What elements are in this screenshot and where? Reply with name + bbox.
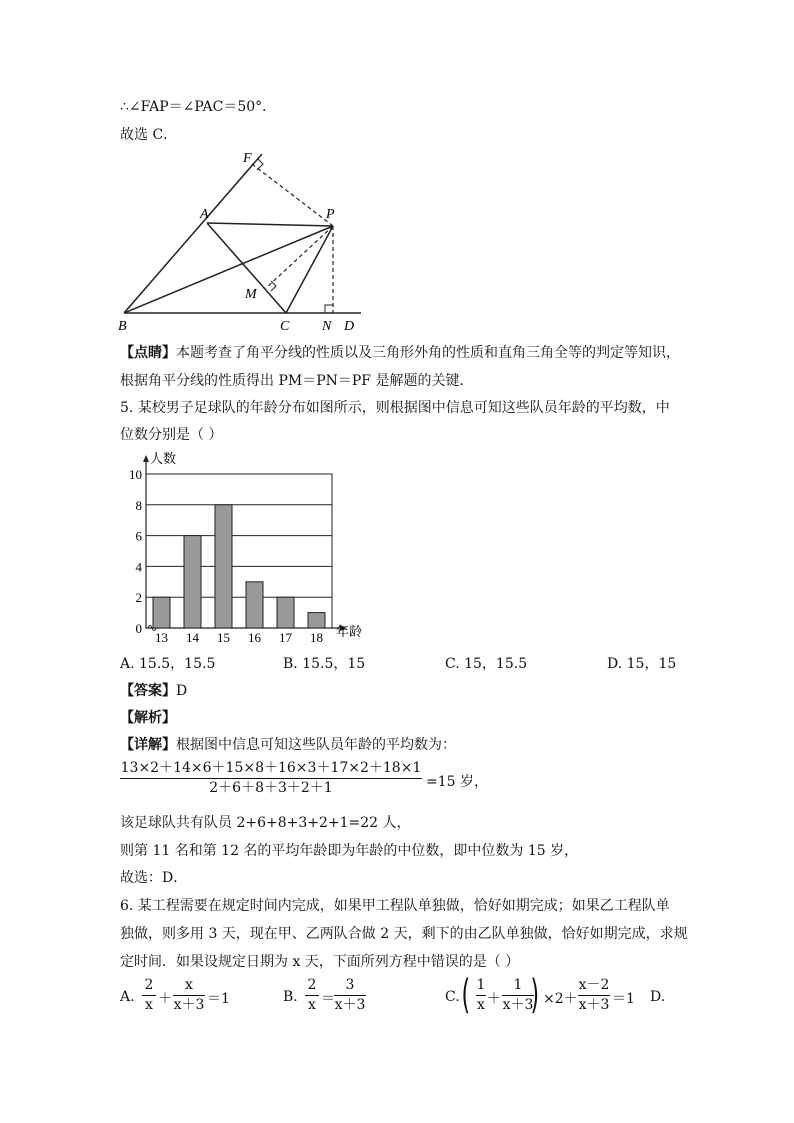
label-c: C bbox=[280, 319, 290, 334]
q6-option-b[interactable] bbox=[283, 989, 298, 1005]
x-tick-label: 16 bbox=[248, 630, 261, 642]
label-m: M bbox=[245, 287, 257, 302]
dianjing-tag: 【点睛】 bbox=[120, 345, 176, 361]
median-line: 则第 11 名和第 12 名的平均年龄即为年龄的中位数，即中位数为 15 岁， bbox=[120, 843, 579, 859]
line-pf bbox=[252, 164, 333, 226]
label-b: B bbox=[118, 319, 127, 334]
dianjing-text-1: 本题考查了角平分线的性质以及三角形外角的性质和直角三角全等的判定等知识， bbox=[176, 345, 680, 361]
q6-c-frac-2-den: x＋3 bbox=[502, 997, 534, 1013]
q5-option-d[interactable]: D. 15，15 bbox=[607, 656, 677, 672]
y-tick-label: 10 bbox=[129, 467, 142, 482]
plot-frame bbox=[146, 474, 332, 628]
line-cp bbox=[286, 226, 333, 313]
q6-c-frac-2 bbox=[502, 977, 534, 1014]
q6-option-b-label: B. bbox=[283, 989, 298, 1005]
q6-option-c-label: C. bbox=[445, 989, 460, 1005]
q6-b-frac-1-num: 2 bbox=[307, 977, 317, 993]
y-axis-label: 人数 bbox=[150, 452, 177, 466]
choose-d-line: 故选：D． bbox=[120, 870, 188, 886]
q6-c-frac-1-num: 1 bbox=[476, 977, 486, 993]
mean-result: =15 岁， bbox=[426, 774, 488, 790]
q6-b-frac-2 bbox=[334, 977, 366, 1014]
q6-a-eq-one: ＝1 bbox=[207, 991, 230, 1007]
label-f: F bbox=[243, 151, 252, 166]
q6-option-d-label: D. bbox=[650, 989, 666, 1005]
x-axis-label: 年龄 bbox=[336, 624, 363, 639]
y-tick-label: 4 bbox=[135, 559, 142, 575]
label-p: P bbox=[326, 207, 335, 222]
answer-value: D bbox=[176, 683, 188, 699]
q6-c-frac-3-den: x＋3 bbox=[578, 997, 610, 1013]
conclusion-line: ∴∠FAP＝∠PAC＝50°． bbox=[120, 99, 277, 115]
q6-line-3: 定时间．如果设规定日期为 x 天，下面所列方程中错误的是（ ） bbox=[120, 954, 520, 970]
q6-a-frac-2-den: x＋3 bbox=[173, 997, 205, 1013]
line-pm bbox=[266, 226, 333, 288]
bar bbox=[308, 613, 325, 628]
q6-option-a-label: A. bbox=[120, 989, 135, 1005]
answer-line bbox=[120, 680, 187, 700]
q6-line-1: 6. 某工程需要在规定时间内完成，如果甲工程队单独做，恰好如期完成；如果乙工程队单 bbox=[120, 898, 670, 914]
q6-a-frac-1-num: 2 bbox=[144, 977, 154, 993]
bar bbox=[215, 505, 232, 628]
q6-c-frac-3 bbox=[578, 977, 610, 1014]
label-a: A bbox=[200, 207, 209, 222]
q5-line-2: 位数分别是（ ） bbox=[120, 427, 223, 443]
q6-b-frac-1-den: x bbox=[308, 997, 316, 1013]
dianjing-line-2: 根据角平分线的性质得出 PM＝PN＝PF 是解题的关键． bbox=[120, 373, 474, 389]
mean-denominator: 2＋6＋8＋3＋2＋1 bbox=[209, 780, 333, 796]
q6-option-d[interactable] bbox=[650, 989, 665, 1005]
mean-numerator: 13×2＋14×6＋15×8＋16×3＋17×2＋18×1 bbox=[120, 760, 422, 776]
q6-c-frac-1 bbox=[476, 977, 486, 1014]
right-angle-m bbox=[271, 281, 276, 291]
q6-option-a[interactable] bbox=[120, 989, 135, 1005]
dianjing-line-1 bbox=[120, 342, 680, 362]
x-tick-label: 13 bbox=[155, 630, 168, 642]
q6-a-frac-1 bbox=[142, 977, 156, 1014]
q6-b-frac-2-num: 3 bbox=[345, 977, 355, 993]
q6-c-left-paren: ( bbox=[461, 972, 471, 1018]
detail-text: 根据图中信息可知这些队员年龄的平均数为： bbox=[176, 737, 456, 753]
detail-tag: 【详解】 bbox=[120, 737, 176, 753]
q6-c-eq-one: ＝1 bbox=[612, 991, 635, 1007]
q6-a-plus: ＋ bbox=[158, 991, 172, 1007]
q6-b-eq: ＝ bbox=[321, 991, 335, 1007]
line-bp bbox=[124, 226, 333, 313]
q5-option-c[interactable]: C. 15，15.5 bbox=[445, 656, 528, 672]
y-axis-arrow bbox=[143, 455, 149, 462]
q5-option-a[interactable]: A. 15.5，15.5 bbox=[120, 656, 216, 672]
answer-tag: 【答案】 bbox=[120, 683, 176, 699]
line-bf bbox=[124, 154, 262, 313]
q6-b-frac-1 bbox=[305, 977, 319, 1014]
line-ap bbox=[207, 223, 333, 226]
q6-c-frac-2-num: 1 bbox=[513, 977, 523, 993]
x-tick-label: 18 bbox=[310, 630, 323, 642]
y-tick-label: 0 bbox=[135, 621, 142, 636]
total-line: 该足球队共有队员 2+6+8+3+2+1=22 人， bbox=[120, 815, 411, 831]
q6-a-frac-1-den: x bbox=[145, 997, 153, 1013]
bar bbox=[246, 582, 263, 628]
bar bbox=[184, 536, 201, 628]
detail-line bbox=[120, 734, 456, 754]
y-tick-label: 8 bbox=[135, 497, 142, 513]
q6-c-frac-1-den: x bbox=[477, 997, 485, 1013]
choose-c-line: 故选 C． bbox=[120, 127, 178, 143]
y-tick-label: 2 bbox=[135, 590, 142, 606]
q6-a-frac-2 bbox=[173, 977, 205, 1014]
right-angle-n bbox=[325, 305, 333, 313]
age-bar-chart bbox=[118, 452, 378, 642]
q6-a-frac-2-num: x bbox=[185, 977, 193, 993]
q6-b-frac-2-den: x＋3 bbox=[334, 997, 366, 1013]
q6-line-2: 独做，则多用 3 天，现在甲、乙两队合做 2 天，剩下的由乙队单独做，恰好如期完成，求规 bbox=[120, 926, 688, 942]
bar bbox=[153, 597, 170, 628]
x-tick-label: 17 bbox=[279, 630, 292, 642]
geometry-figure bbox=[116, 146, 366, 336]
q6-c-plus: ＋ bbox=[487, 991, 501, 1007]
label-d: D bbox=[344, 319, 355, 334]
bar bbox=[277, 597, 294, 628]
q5-line-1: 5. 某校男子足球队的年龄分布如图所示，则根据图中信息可知这些队员年龄的平均数，中 bbox=[120, 400, 670, 416]
analysis-tag: 【解析】 bbox=[120, 710, 176, 726]
q6-c-times: ×2＋ bbox=[543, 991, 578, 1007]
y-tick-label: 6 bbox=[135, 528, 142, 544]
label-n: N bbox=[322, 319, 332, 334]
q6-c-frac-3-num: x－2 bbox=[578, 977, 610, 993]
q6-option-c[interactable] bbox=[445, 989, 460, 1005]
mean-fraction bbox=[120, 760, 422, 797]
x-tick-label: 14 bbox=[186, 630, 199, 642]
q5-option-b[interactable]: B. 15.5，15 bbox=[283, 656, 366, 672]
q6-c-right-paren: ) bbox=[530, 972, 540, 1018]
x-tick-label: 15 bbox=[217, 630, 230, 642]
